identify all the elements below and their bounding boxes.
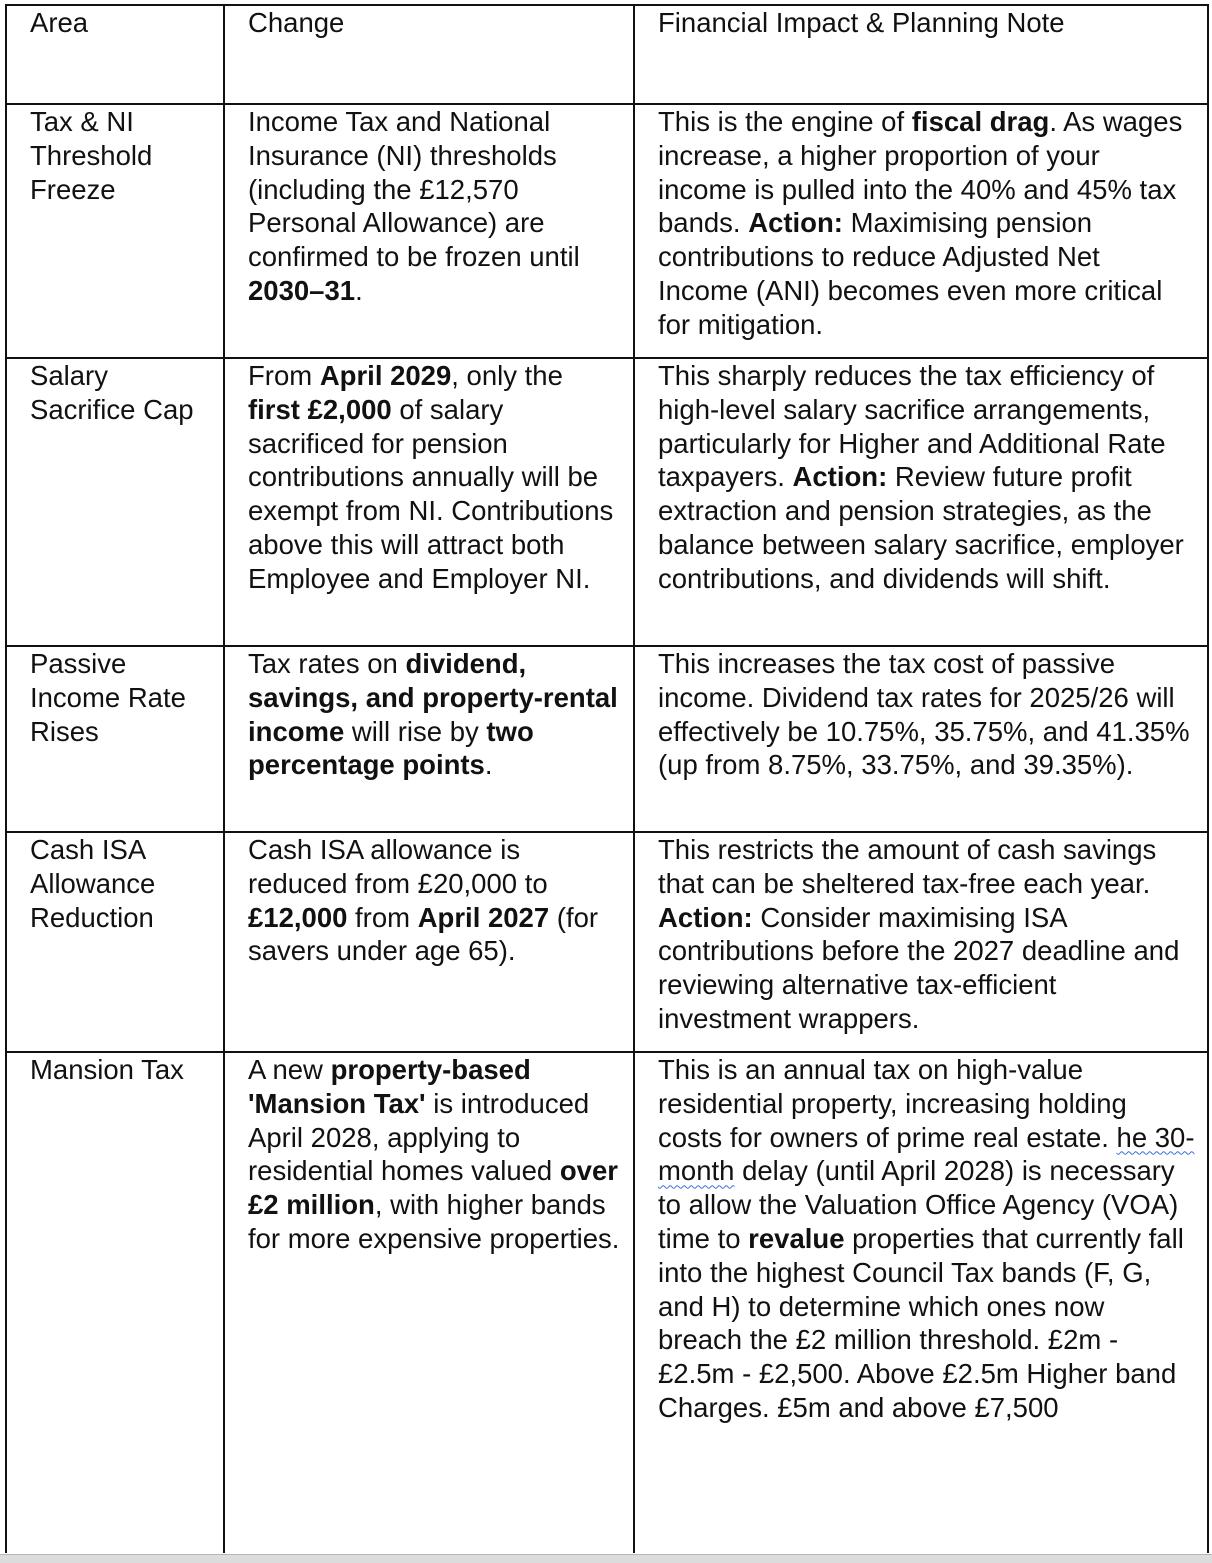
text-run: (for savers under age 65).: [248, 901, 599, 967]
budget-changes-table: [5, 4, 1209, 1553]
bold-run: property-based 'Mansion Tax': [248, 1054, 531, 1119]
table-row: [6, 646, 1208, 832]
text-run: of salary sacrificed for pension contributions annually will be exempt from NI. Contributions above this will attract both Employee and Employer NI.: [248, 393, 614, 594]
bold-run: dividend, savings, and property-rental income: [248, 648, 618, 747]
impact-cell: [634, 832, 1208, 1052]
text-run: .: [484, 749, 493, 781]
text-run: delay (until April 2028) is necessary to allow the Valuation Office Agency (VOA) time to: [658, 1155, 1179, 1254]
impact-cell: [634, 1052, 1208, 1553]
area-cell: Tax & NI Threshold Freeze: [6, 104, 224, 358]
change-cell: [224, 358, 634, 646]
text-run: Maximising pension contributions to reduce Adjusted Net Income (ANI) becomes even more critical for mitigation.: [658, 207, 1163, 340]
text-run: Tax rates on: [248, 648, 406, 679]
bold-run: 2030–31: [248, 274, 356, 306]
text-run: .: [355, 274, 363, 306]
bold-run: over £2 million: [248, 1155, 618, 1221]
impact-cell: [634, 646, 1208, 832]
text-run: This sharply reduces the tax efficiency of high-level salary sacrifice arrangements, particularly for Higher and Additional Rate taxpayers.: [658, 360, 1166, 493]
area-cell: Salary Sacrifice Cap: [6, 358, 224, 646]
bold-run: Action:: [792, 461, 888, 493]
bold-run: revalue: [748, 1222, 845, 1254]
text-run: This is the engine of: [658, 106, 912, 137]
table-row: [6, 104, 1208, 358]
change-cell: [224, 104, 634, 358]
text-run: Income Tax and National Insurance (NI) thresholds (including the £12,570 Personal Allowance) are confirmed to be frozen until: [248, 106, 580, 273]
change-cell: [224, 832, 634, 1052]
bold-run: April 2029: [319, 360, 452, 391]
text-run: A new: [248, 1054, 331, 1085]
table-row: [6, 358, 1208, 646]
bold-run: first £2,000: [248, 393, 392, 425]
change-cell: [224, 646, 634, 832]
text-run: Consider maximising ISA contributions before the 2027 deadline and reviewing alternative tax-efficient investment wrappers.: [658, 901, 1180, 1034]
spellcheck-flagged-text[interactable]: he 30-month: [658, 1121, 1195, 1187]
header-row: [6, 5, 1208, 104]
text-run: This increases the tax cost of passive income. Dividend tax rates for 2025/26 will effectively be 10.75%, 35.75%, and 41.35% (up from 8.75%, 33.75%, and 39.35%).: [658, 648, 1190, 781]
text-run: This restricts the amount of cash savings that can be sheltered tax-free each year.: [658, 834, 1157, 899]
text-run: will rise by: [344, 715, 487, 747]
bold-run: April 2027: [417, 901, 550, 933]
bold-run: two percentage points: [248, 715, 534, 781]
area-cell: Mansion Tax: [6, 1052, 224, 1553]
text-run: properties that currently fall into the highest Council Tax bands (F, G, and H) to determine which ones now breach the £2 million threshold. £2m - £2.5m - £2,500. Above £2.5m Higher band Charges. £5m and above £7,500: [658, 1222, 1184, 1423]
text-run: . As wages increase, a higher proportion of your income is pulled into the 40% and 45% tax bands.: [658, 106, 1183, 239]
text-run: , with higher bands for more expensive properties.: [248, 1189, 620, 1254]
text-run: From: [248, 360, 320, 391]
text-run: is introduced April 2028, applying to residential homes valued: [248, 1087, 590, 1187]
change-cell: [224, 1052, 634, 1553]
bold-run: £12,000: [248, 901, 348, 933]
bold-run: Action:: [658, 901, 753, 933]
header-impact: Financial Impact & Planning Note: [634, 5, 1208, 104]
bold-run: fiscal drag: [911, 106, 1050, 137]
table-row: [6, 832, 1208, 1052]
text-run: Cash ISA allowance is reduced from £20,000 to: [248, 834, 548, 899]
text-run: from: [347, 901, 418, 933]
area-cell: Cash ISA Allowance Reduction: [6, 832, 224, 1052]
table-row: [6, 1052, 1208, 1553]
header-change: Change: [224, 5, 634, 104]
impact-cell: [634, 358, 1208, 646]
bold-run: Action:: [748, 207, 843, 239]
header-area: Area: [6, 5, 224, 104]
impact-cell: [634, 104, 1208, 358]
text-run: This is an annual tax on high-value residential property, increasing holding costs for owners of prime real estate.: [658, 1054, 1127, 1153]
text-run: Review future profit extraction and pension strategies, as the balance between salary sacrifice, employer contributions, and dividends will shift.: [658, 461, 1184, 594]
text-run: , only the: [451, 360, 563, 391]
area-cell: Passive Income Rate Rises: [6, 646, 224, 832]
